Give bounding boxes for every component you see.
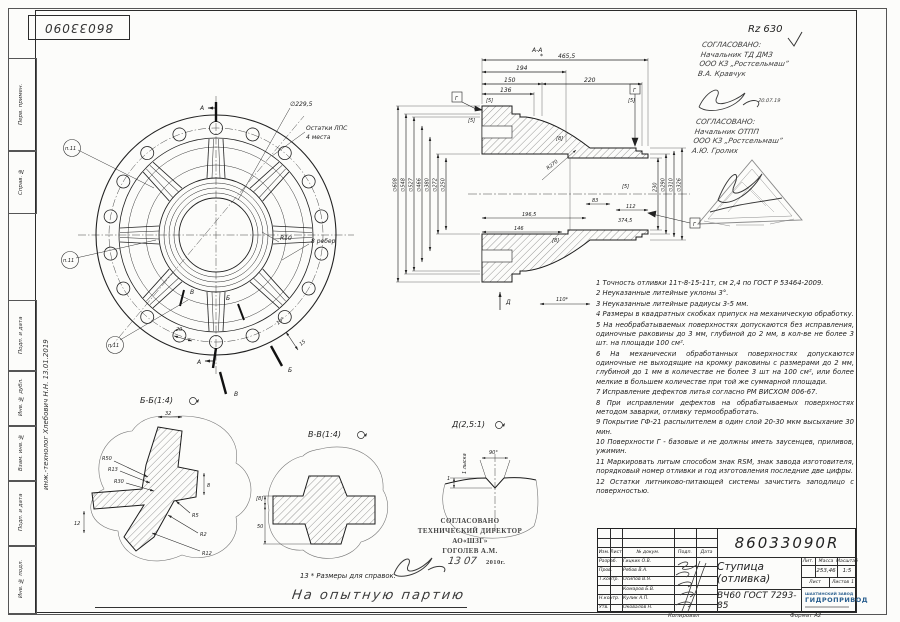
balloon-label: п.11 — [65, 146, 77, 152]
margin-handwritten-note: инж.-технолог Хлебович Н.Н. 13.01.2019 — [42, 339, 50, 491]
dia-310: ∅310 — [668, 178, 675, 192]
dim-r30: R30 — [114, 479, 124, 485]
detail-vv-rotated-icon — [356, 430, 368, 440]
roughness-value: Rz 630 — [748, 24, 783, 35]
row-name: Рябов В.А. — [623, 568, 648, 573]
note-12: 12 Остатки литниково-питающей системы зачистить заподлицо с поверхностью. — [596, 477, 854, 495]
note-2: 2 Неуказанные литейные уклоны 3°. — [596, 289, 729, 298]
front-leaders — [76, 108, 309, 340]
format-label: Формат А2 — [790, 613, 822, 619]
dim-r12: R12 — [202, 551, 212, 557]
dia-548: ∅548 — [400, 178, 407, 192]
row-role: Пров. — [599, 568, 613, 573]
sheets-label — [829, 577, 857, 587]
margin-label: Подп. и дата — [18, 493, 24, 532]
left-dia-dims — [398, 106, 446, 282]
inverted-number-stamp — [28, 15, 130, 40]
dim-4655: 465,5 — [558, 53, 576, 60]
dia-466: ∅466 — [416, 178, 423, 192]
note-8: 8 При исправлении дефектов на обрабатываемых поверхностях методом заварки, отливку термообработать. — [596, 398, 854, 416]
row-name: Осипов В.Я. — [623, 577, 652, 582]
inverted-number-text: 86033090 — [44, 20, 114, 35]
approval1-line1: СОГЛАСОВАНО: — [701, 40, 762, 49]
col-list: Лист — [610, 549, 622, 555]
dia-608: ∅608 — [392, 178, 399, 192]
director-date-day: 13 07 — [447, 556, 478, 567]
datum-letter: Г — [693, 222, 696, 228]
note-4: 4 Размеры в квадратных скобках припуск на механическую обработку. — [596, 310, 854, 319]
detail-d-title: Д(2,5:1) — [452, 420, 485, 429]
approval2-line1: СОГЛАСОВАНО: — [695, 117, 756, 126]
dim-8: [8] — [256, 496, 264, 502]
note-7: 7 Исправление дефектов литья согласно РМ ВИСХОМ 006-67. — [596, 388, 818, 397]
balloon-label: п.11 — [63, 258, 75, 264]
row-role: Н.контр. — [599, 596, 620, 601]
row-role: Разраб. — [599, 559, 618, 564]
section-label-a-bottom: А — [197, 359, 202, 366]
scale-value: 1:5 — [842, 568, 852, 574]
company-name-1: ШАХТИНСКИЙ ЗАВОД — [805, 591, 854, 597]
company-logo-cell — [801, 587, 869, 613]
director-stamp-line1: СОГЛАСОВАНО — [440, 517, 500, 525]
dim-r13: R13 — [108, 467, 118, 473]
dim-83: 83 — [592, 198, 599, 204]
dia-326: ∅326 — [676, 178, 683, 192]
dim-150: 150 — [504, 77, 516, 84]
lps-label-1: Остатки ЛПС — [306, 125, 348, 132]
director-stamp-line2: ТЕХНИЧЕСКИЙ ДИРЕКТОР — [417, 527, 523, 536]
approval1-date: 20.07.19 — [757, 98, 781, 104]
datum-letter: Г — [633, 88, 636, 94]
dim-194: 194 — [516, 65, 528, 72]
col-izm: Изм. — [598, 549, 610, 555]
sheet-header: Лист — [809, 579, 821, 585]
balloon-label: п.11 — [108, 343, 120, 349]
row-name: Гицких О.В. — [623, 559, 652, 564]
dim-20: 20 — [176, 327, 183, 333]
dim-star: * — [540, 53, 543, 60]
part-name: Ступица (отливка) — [717, 561, 771, 585]
dim-12: 12 — [74, 521, 81, 527]
dim-50: 50 — [257, 524, 264, 530]
lyska-label: 1 лыска — [462, 453, 468, 474]
col-sign: Подп. — [678, 549, 692, 555]
mass-value: 253,46 — [816, 568, 836, 574]
dim-110: 110* — [556, 297, 569, 303]
batch-note-underline — [95, 607, 467, 608]
front-view-drawing — [58, 78, 370, 420]
dim-r5: R5 — [192, 513, 199, 519]
lit-header: Лит. — [802, 558, 814, 564]
note-5: 5 На необрабатываемых поверхностях допускаются без исправления, одиночные раковины до 3 мм, глубиной до 2 мм, в кол-ве не более 3 шт. на площади 100 см². — [596, 320, 854, 348]
dia-380: ∅380 — [424, 178, 431, 192]
detail-bb-title: Б-Б(1:4) — [140, 396, 173, 405]
batch-note: На опытную партию — [290, 588, 467, 603]
row-role — [598, 585, 623, 594]
dim-r2: R2 — [200, 532, 207, 538]
section-label-v-bottom: В — [234, 391, 239, 398]
row-name: Комаров Б.В. — [623, 587, 655, 592]
section-label-b-center: Б — [226, 295, 231, 302]
dim-146: 146 — [514, 226, 524, 232]
detail-vv-title: В-В(1:4) — [308, 430, 341, 439]
note-9: 9 Покрытие ГФ-21 распылителем в один слой 20-30 мкм высыхание 30 мин. — [596, 418, 854, 436]
technical-notes — [596, 279, 854, 497]
detail-vv-section — [273, 476, 375, 544]
dim-32: 32 — [165, 411, 172, 417]
section-label-v-center: В — [190, 289, 195, 296]
dim-5a: [5] — [486, 98, 494, 104]
company-address-line — [805, 606, 849, 608]
view-d-label: Д — [506, 299, 511, 306]
dia-250: ∅250 — [440, 178, 447, 192]
detail-d-rotated-icon — [494, 420, 506, 430]
margin-label: Инв. № подл. — [18, 559, 24, 598]
r10-label: R10 — [280, 235, 292, 242]
margin-label: Подп. и дата — [18, 316, 24, 354]
approval-block-1 — [697, 40, 792, 79]
doc-number: 86033090R — [734, 534, 840, 552]
dim-1965: 196,5 — [522, 212, 537, 218]
director-stamp-line3: АО«ШЗГ» — [452, 537, 488, 546]
dim-5d: [5] — [622, 184, 630, 190]
dim-8: 8 — [207, 483, 211, 489]
dia-bore-label: ∅229,5 — [290, 101, 313, 108]
approval1-line3: ООО КЗ „Ростсельмаш” — [698, 59, 790, 69]
approval2-line2: Начальник ОТПП — [694, 126, 760, 136]
dim-8b: [8] — [552, 238, 560, 244]
section-line-a — [205, 102, 282, 394]
note-11: 11 Маркировать литым способом знак RSM, знак завода изготовителя, порядковый номер отливки и год изготовления последние две цифры. — [596, 457, 854, 476]
dim-3745: 374,5 — [618, 218, 633, 224]
note-13: 13 * Размеры для справок. — [300, 572, 396, 580]
dim-15: 15 — [298, 338, 308, 348]
dim-5c: [5] — [628, 98, 636, 104]
director-date-year: 2010г. — [486, 559, 506, 566]
director-stamp-line4: ГОГОЛЕВ А.М. — [442, 547, 498, 556]
datum-letter: Г — [455, 96, 458, 102]
note-6: 6 На механически обработанных поверхностях допускаются одиночные не выходящие на кромку раковины с размерами до 2 мм, глубиной до 1 мм в количестве не более 3 шт на 100 см², или более мелкие в большем количестве при той же суммарной площади. — [596, 349, 854, 386]
dim-1: 1 — [447, 476, 451, 482]
margin-label: Перв. примен. — [18, 83, 24, 125]
row-role: Утв. — [599, 605, 609, 610]
view-d-arrow — [500, 292, 590, 310]
company-name-2: ГИДРОПРИВОД — [805, 595, 869, 604]
note-10: 10 Поверхности Г - базовые и не должны иметь заусенцев, приливов, ужимин. — [596, 438, 854, 456]
sheets-header: Листов — [831, 579, 850, 585]
section-title: А-А — [532, 47, 543, 54]
col-date: Дата — [700, 549, 713, 555]
detail-bb-section — [92, 427, 198, 551]
sheets-value: 1 — [851, 579, 855, 585]
section-label-b-bottom: Б — [288, 367, 293, 374]
dim-230: 230 — [652, 182, 659, 192]
approval1-line4: В.А. Кравчук — [697, 69, 747, 79]
dim-90deg: 90° — [489, 450, 498, 456]
detail-d-dims — [450, 458, 510, 488]
dia-290: ∅290 — [660, 178, 667, 192]
lps-label-2: 4 места — [306, 134, 331, 141]
detail-bb-drawing — [70, 405, 270, 570]
detail-vv-drawing — [255, 440, 405, 568]
row-role: Т.контр. — [599, 577, 619, 582]
mass-header: Масса — [818, 558, 834, 564]
dia-272: ∅272 — [432, 178, 439, 192]
section-label-a-top: А — [200, 105, 205, 112]
title-block — [597, 528, 869, 612]
dim-112: 112 — [626, 204, 636, 210]
approval2-triangle-stamp — [690, 152, 810, 232]
titleblock-signatures — [672, 557, 718, 613]
ribs-count-label: 8 ребер — [311, 238, 336, 245]
dim-10deg: 10° — [275, 316, 287, 327]
front-small-dims — [174, 332, 298, 350]
dim-r50: R50 — [102, 456, 112, 462]
dia-527: ∅527 — [408, 178, 415, 192]
col-doc: № докум. — [636, 549, 660, 555]
margin-label: Инв. № дубл. — [18, 378, 24, 417]
note-1: 1 Точность отливки 11т-8-15-11т, см 2,4 по ГОСТ Р 53464-2009. — [596, 279, 824, 287]
row-name: Оковалов Н. — [623, 605, 653, 610]
dim-8a: [8] — [556, 136, 564, 142]
approval2-line3: ООО КЗ „Ростсельмаш” — [692, 136, 784, 146]
row-name: Кулик А.П. — [623, 596, 649, 601]
scale-header: Масштаб — [836, 558, 858, 564]
approval1-line2: Начальник ТД ДМЗ — [700, 49, 774, 59]
margin-label: Справ. № — [18, 167, 24, 195]
dim-r270: R270 — [545, 158, 560, 172]
director-stamp — [385, 516, 555, 557]
kopiroval-label: Копировал — [668, 613, 700, 619]
margin-label: Взам. инв. № — [18, 433, 24, 472]
approval2-line4: А.Ю. Гролих — [691, 146, 739, 156]
dim-220: 220 — [584, 77, 596, 84]
material: ВЧ60 ГОСТ 7293-85 — [717, 591, 797, 611]
dim-5b: [5] — [468, 118, 476, 124]
note-3: 3 Неуказанные литейные радиусы 3-5 мм. — [596, 299, 749, 308]
dim-136: 136 — [500, 87, 512, 94]
